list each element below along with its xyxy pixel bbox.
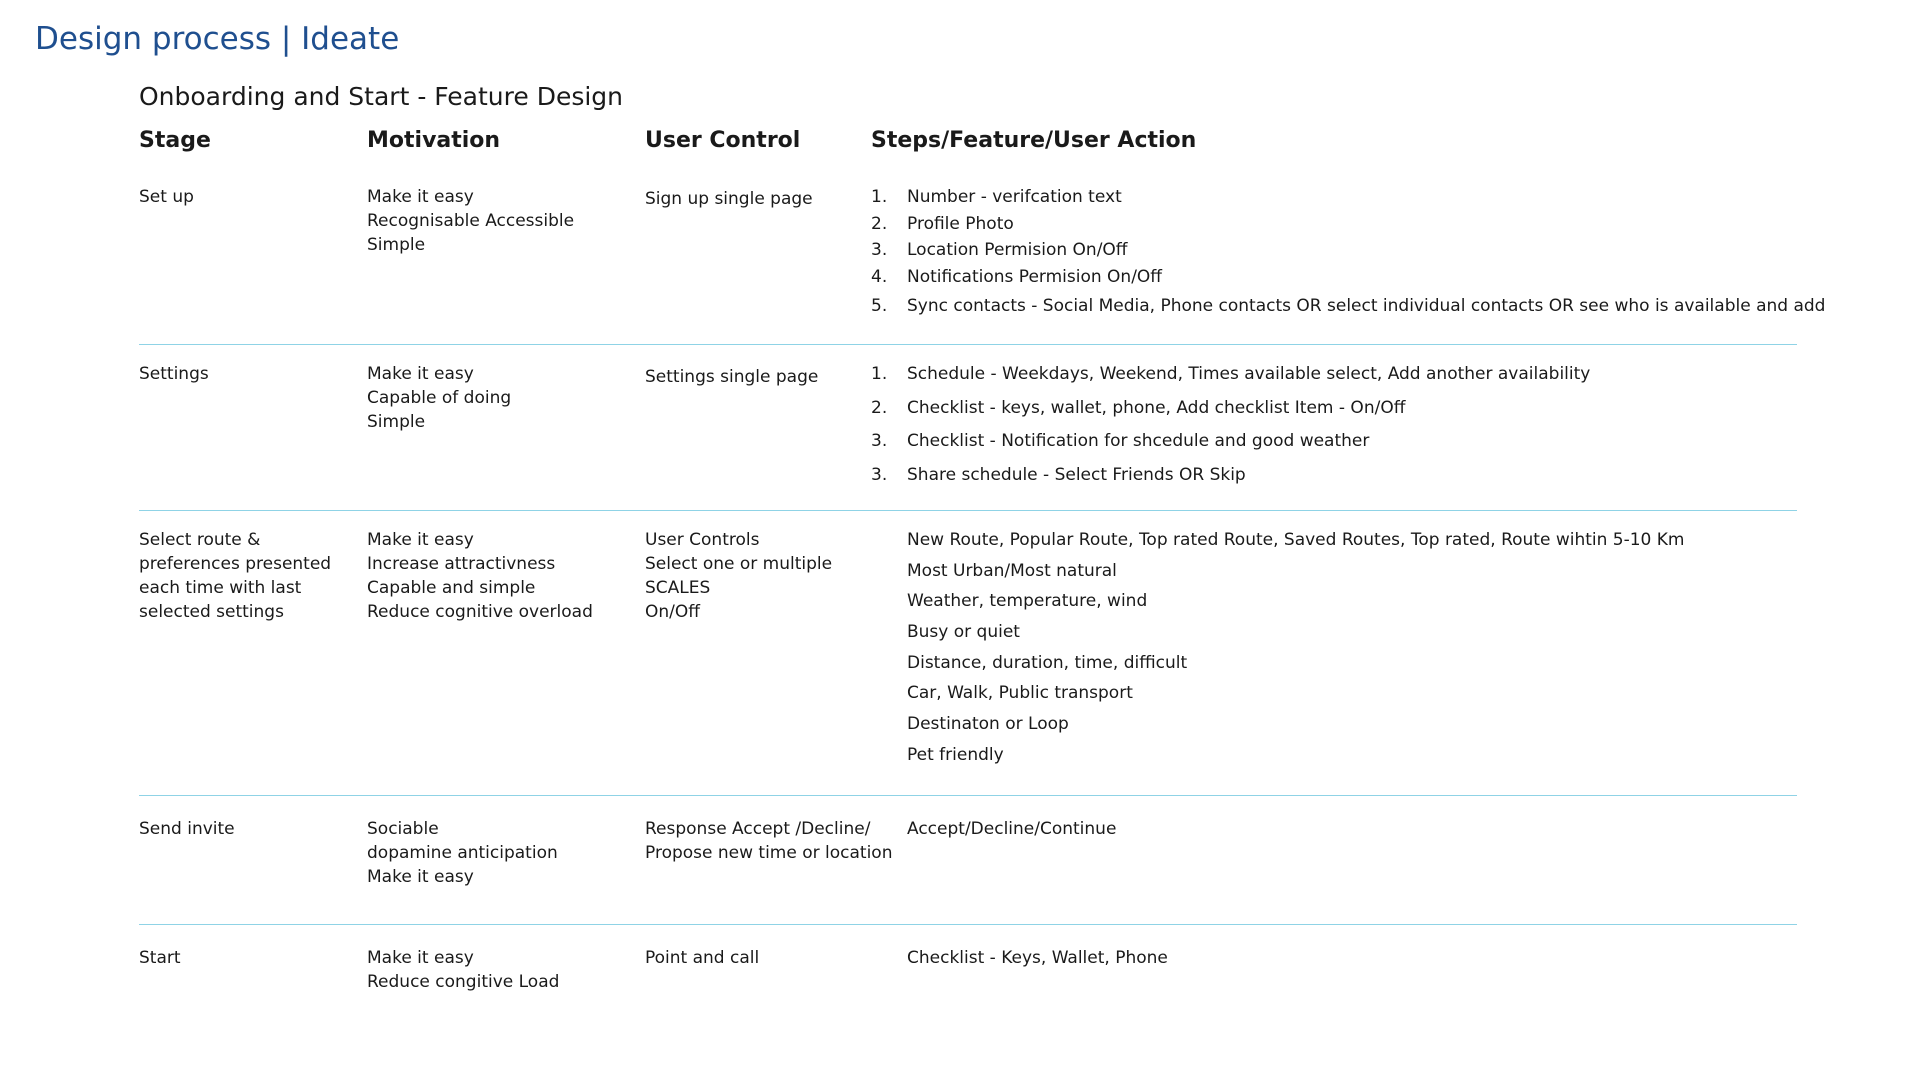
motivation-line: Make it easy: [367, 948, 474, 968]
step-number: 3.: [871, 431, 888, 451]
motivation-line: Simple: [367, 235, 426, 255]
motivation-line: Make it easy: [367, 867, 474, 887]
list-item: [871, 185, 1825, 212]
step-number: 2.: [871, 213, 888, 234]
motivation-line: dopamine anticipation: [367, 843, 558, 863]
control-line: Response Accept /Decline/: [645, 819, 871, 839]
list-item: [871, 463, 1590, 497]
list-item: Weather, temperature, wind: [907, 591, 1148, 612]
header-steps: Steps/Feature/User Action: [871, 128, 1197, 153]
step-number: 1.: [871, 187, 888, 207]
step-number: 3.: [871, 464, 888, 485]
stage-line: each time with last: [139, 578, 302, 598]
step-text: Accept/Decline/Continue: [907, 819, 1117, 839]
motivation-line: Capable and simple: [367, 578, 536, 598]
motivation-cell: [367, 362, 511, 434]
header-user-control: User Control: [645, 128, 801, 153]
row-divider: [139, 510, 1797, 511]
control-cell: [645, 817, 892, 865]
control-line: On/Off: [645, 602, 700, 622]
step-text: Location Permision On/Off: [907, 240, 1128, 260]
list-item: [871, 265, 1825, 294]
list-item: [871, 429, 1590, 463]
list-item: [871, 362, 1590, 396]
stage-cell: [139, 946, 181, 970]
motivation-line: Reduce congitive Load: [367, 972, 560, 992]
stage-cell: [139, 362, 209, 386]
stage-cell: [139, 528, 331, 624]
control-cell: [645, 365, 818, 389]
control-line: User Controls: [645, 530, 760, 550]
steps-cell: [871, 362, 1590, 496]
step-text: Sync contacts - Social Media, Phone contacts OR select individual contacts OR see who is available and add: [907, 295, 1826, 316]
header-stage: Stage: [139, 128, 211, 153]
section-subtitle: Onboarding and Start - Feature Design: [139, 82, 624, 111]
row-divider: [139, 924, 1797, 925]
motivation-line: Increase attractivness: [367, 554, 556, 574]
control-line: Settings single page: [645, 367, 819, 387]
step-text: Notifications Permision On/Off: [907, 266, 1163, 287]
step-text: Checklist - keys, wallet, phone, Add checklist Item - On/Off: [907, 397, 1406, 418]
step-number: 2.: [871, 397, 888, 418]
row-divider: [139, 344, 1797, 345]
list-item: [871, 238, 1825, 265]
step-text: Share schedule - Select Friends OR Skip: [907, 464, 1246, 485]
list-item: Busy or quiet: [907, 622, 1020, 643]
step-text: Profile Photo: [907, 213, 1014, 234]
motivation-line: Sociable: [367, 819, 439, 839]
step-text: Checklist - Keys, Wallet, Phone: [907, 948, 1168, 968]
stage-line: Start: [139, 948, 181, 968]
list-item: Most Urban/Most natural: [907, 560, 1117, 581]
steps-list: [871, 362, 1590, 496]
list-item: Destinaton or Loop: [907, 714, 1069, 735]
control-line: Select one or multiple: [645, 554, 833, 574]
list-item: Car, Walk, Public transport: [907, 683, 1133, 704]
step-number: 3.: [871, 240, 888, 260]
steps-cell: [907, 817, 1116, 841]
control-line: Point and call: [645, 948, 760, 968]
stage-cell: [139, 817, 235, 841]
header-motivation: Motivation: [367, 128, 501, 153]
control-cell: [645, 528, 832, 624]
motivation-line: Make it easy: [367, 364, 474, 384]
steps-list: [907, 528, 1684, 774]
stage-cell: [139, 185, 194, 209]
control-line: SCALES: [645, 578, 711, 598]
row-divider: [139, 795, 1797, 796]
steps-cell: [907, 946, 1168, 970]
motivation-line: Recognisable Accessible: [367, 211, 575, 231]
motivation-cell: [367, 817, 558, 889]
steps-cell: [907, 528, 1684, 774]
motivation-line: Reduce cognitive overload: [367, 602, 593, 622]
step-text: Checklist - Notification for shcedule and good weather: [907, 431, 1370, 451]
motivation-cell: [367, 528, 593, 624]
stage-line: Select route &: [139, 530, 261, 550]
motivation-cell: [367, 185, 574, 257]
step-number: 5.: [871, 295, 888, 316]
list-item: [871, 396, 1590, 430]
list-item: [871, 294, 1825, 321]
motivation-cell: [367, 946, 559, 994]
list-item: [871, 212, 1825, 239]
step-text: Number - verifcation text: [907, 187, 1122, 207]
step-text: Schedule - Weekdays, Weekend, Times available select, Add another availability: [907, 364, 1591, 384]
control-line: Sign up single page: [645, 189, 813, 209]
page-title: Design process | Ideate: [35, 21, 400, 57]
motivation-line: Make it easy: [367, 187, 474, 207]
control-line: Propose new time or location: [645, 843, 893, 863]
stage-line: Settings: [139, 364, 209, 384]
step-number: 4.: [871, 266, 888, 287]
motivation-line: Simple: [367, 412, 426, 432]
control-cell: [645, 946, 759, 970]
list-item: Distance, duration, time, difficult: [907, 652, 1188, 673]
stage-line: preferences presented: [139, 554, 332, 574]
stage-line: Send invite: [139, 819, 235, 839]
motivation-line: Capable of doing: [367, 388, 512, 408]
list-item: Pet friendly: [907, 744, 1004, 765]
motivation-line: Make it easy: [367, 530, 474, 550]
steps-cell: [871, 185, 1825, 320]
stage-line: Set up: [139, 187, 194, 207]
step-number: 1.: [871, 364, 888, 384]
steps-list: [871, 185, 1825, 320]
stage-line: selected settings: [139, 602, 284, 622]
control-cell: [645, 187, 813, 211]
list-item: New Route, Popular Route, Top rated Route, Saved Routes, Top rated, Route wihtin 5-10 Km: [907, 530, 1685, 550]
